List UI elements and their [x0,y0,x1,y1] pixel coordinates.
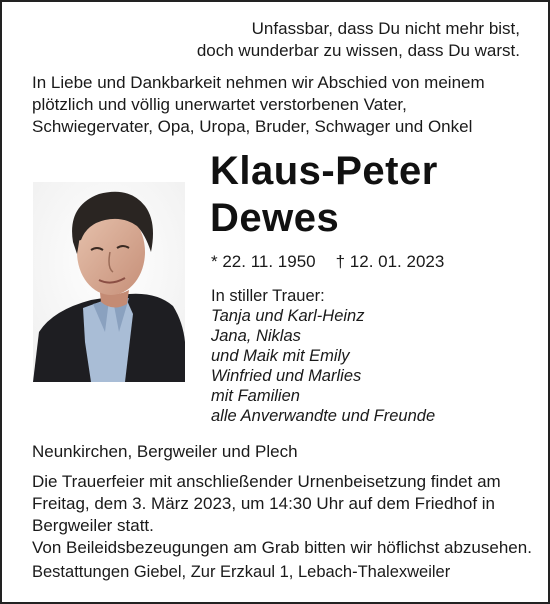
mourner-line: alle Anverwandte und Freunde [211,407,436,425]
memorial-verse [197,18,520,62]
places-line: Neunkirchen, Bergweiler und Plech [32,442,298,461]
mourner-line: Tanja und Karl-Heinz [211,307,365,325]
death-date: † 12. 01. 2023 [335,252,445,271]
mourner-line: Winfried und Marlies [211,367,362,385]
farewell-text [32,72,522,138]
deceased-last-name: Dewes [210,196,340,240]
ceremony-line-3: Bergweiler statt. [32,516,154,535]
mourners-heading: In stiller Trauer: [211,287,325,305]
life-dates [211,251,444,273]
farewell-line-3: Schwiegervater, Opa, Uropa, Bruder, Schwager und Onkel [32,117,473,136]
mourner-line: und Maik mit Emily [211,347,350,365]
verse-line-2: doch wunderbar zu wissen, dass Du warst. [196,41,520,60]
mourner-line: Jana, Niklas [211,327,301,345]
portrait-photo [33,182,185,382]
ceremony-line-4: Von Beileidsbezeugungen am Grab bitten wir höflichst abzusehen. [32,538,532,557]
deceased-name [210,148,438,242]
mourner-line: mit Familien [211,387,300,405]
mourners-block [211,286,435,426]
deceased-first-name: Klaus-Peter [210,149,438,193]
farewell-line-2: plötzlich und völlig unerwartet verstorbenen Vater, [32,95,407,114]
undertaker-line: Bestattungen Giebel, Zur Erzkaul 1, Lebach-Thalexweiler [32,563,451,581]
ceremony-line-1: Die Trauerfeier mit anschließender Urnenbeisetzung findet am [32,472,501,491]
birth-date: * 22. 11. 1950 [211,252,316,271]
farewell-line-1: In Liebe und Dankbarkeit nehmen wir Abschied von meinem [32,73,485,92]
ceremony-text [32,471,532,559]
verse-line-1: Unfassbar, dass Du nicht mehr bist, [251,19,520,38]
ceremony-line-2: Freitag, dem 3. März 2023, um 14:30 Uhr auf dem Friedhof in [32,494,496,513]
